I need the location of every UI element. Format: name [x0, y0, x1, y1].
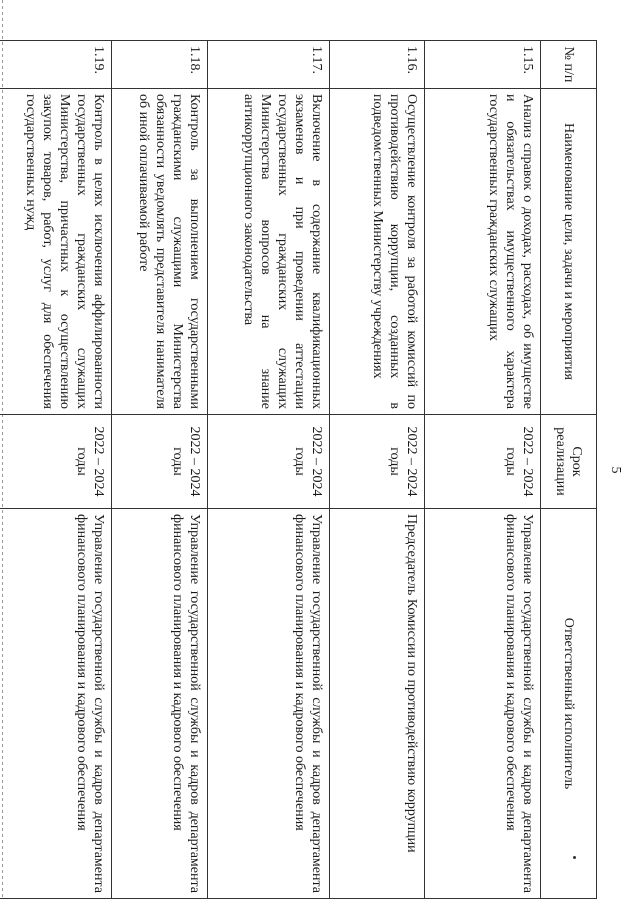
row-name: Контроль в целях исключения аффилированности государственных гражданских служащих Министерства, причастных к осуществлению закупок товаров, работ, услуг для обеспечения государственных нужд	[0, 89, 112, 415]
row-num: 1.17.	[208, 41, 330, 89]
header-name: Наименование цели, задачи и мероприятия	[541, 89, 597, 415]
row-responsible: Управление государственной службы и кадров департамента финансового планирования и кадрового обеспечения	[425, 509, 541, 899]
header-term: Срок реализации	[541, 415, 597, 509]
header-responsible: Ответственный исполнитель	[541, 509, 597, 899]
row-term: 2022 – 2024 годы	[0, 415, 112, 509]
row-responsible: Управление государственной службы и кадров департамента финансового планирования и кадрового обеспечения	[208, 509, 330, 899]
row-name: Контроль за выполнением государственными гражданскими служащими Министерства обязанности уведомлять представителя нанимателя об иной оплачиваемой работе	[112, 89, 208, 415]
row-num: 1.16.	[330, 41, 425, 89]
row-name: Осуществление контроля за работой комиссий по противодействию коррупции, созданных в подведомственных Министерству учреждениях	[330, 89, 425, 415]
row-term: 2022 – 2024 годы	[208, 415, 330, 509]
row-term: 2022 – 2024 годы	[112, 415, 208, 509]
row-num: 1.19.	[0, 41, 112, 89]
row-term: 2022 – 2024 годы	[425, 415, 541, 509]
table-row	[425, 41, 541, 899]
row-num: 1.18.	[112, 41, 208, 89]
table-row	[0, 41, 112, 899]
table-header-row	[541, 41, 597, 899]
header-num: № п/п	[541, 41, 597, 89]
row-name: Включение в содержание квалификационных экзаменов и при проведении аттестации государственных гражданских служащих Министерства вопросов на знание антикоррупционного законодательства	[208, 89, 330, 415]
rotated-page	[0, 40, 625, 900]
table-row	[208, 41, 330, 899]
row-num: 1.15.	[425, 41, 541, 89]
row-responsible: Управление государственной службы и кадров департамента финансового планирования и кадрового обеспечения	[0, 509, 112, 899]
table-row	[112, 41, 208, 899]
row-name: Анализ справок о доходах, расходах, об имуществе и обязательствах имущественного характера государственных гражданских служащих	[425, 89, 541, 415]
row-term: 2022 – 2024 годы	[330, 415, 425, 509]
measures-table	[0, 40, 597, 899]
row-responsible: Председатель Комиссии по противодействию коррупции	[330, 509, 425, 899]
table-row	[330, 41, 425, 899]
scan-dot	[573, 856, 576, 859]
page-number: 5	[608, 466, 623, 474]
row-responsible: Управление государственной службы и кадров департамента финансового планирования и кадрового обеспечения	[112, 509, 208, 899]
